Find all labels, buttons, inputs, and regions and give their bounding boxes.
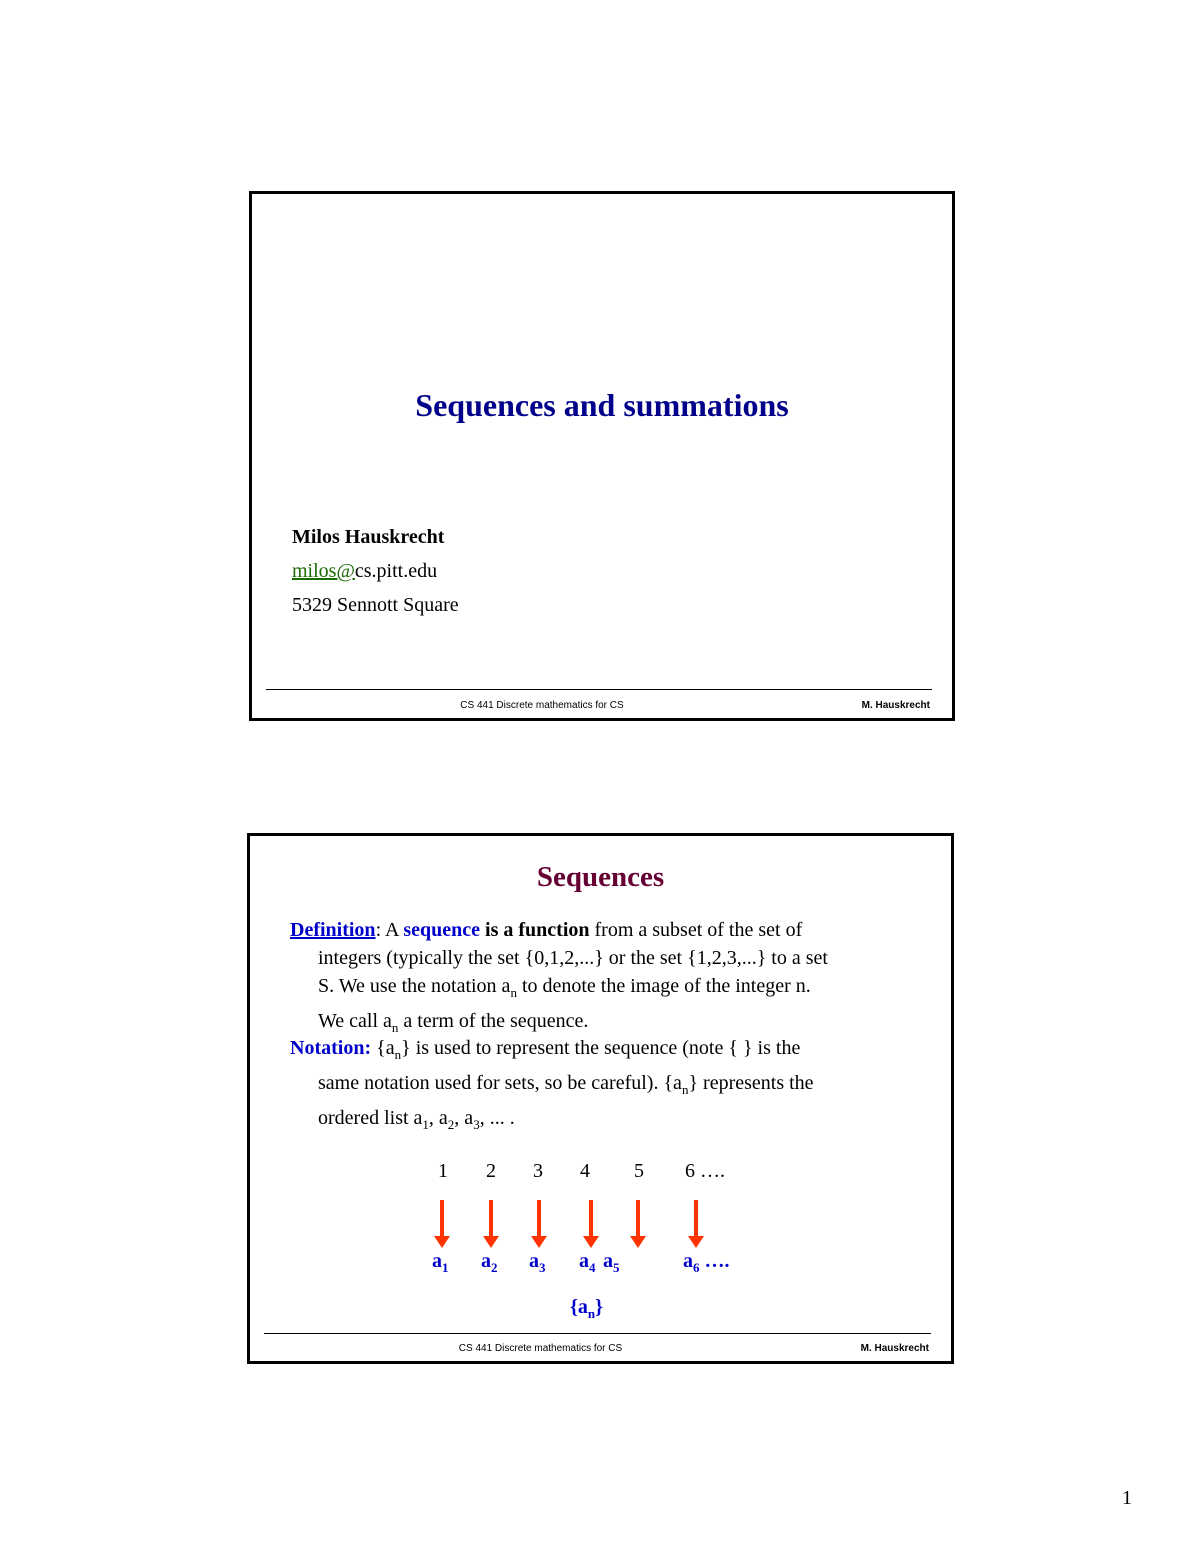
email-domain: cs.pitt.edu	[354, 560, 438, 582]
author-email[interactable]	[292, 554, 459, 588]
author-block	[292, 520, 459, 622]
def-line3-sub: n	[510, 985, 517, 1000]
term-a4	[579, 1250, 596, 1276]
arrow-down-icon	[694, 1200, 698, 1238]
index-4: 4	[580, 1160, 590, 1182]
index-1: 1	[438, 1160, 448, 1182]
footer-course: CS 441 Discrete mathematics for CS	[460, 700, 624, 711]
index-2: 2	[486, 1160, 496, 1182]
set-open: {a	[570, 1296, 588, 1318]
not-line3-a: ordered list a	[318, 1107, 423, 1129]
term-sub: 3	[539, 1260, 546, 1275]
index-6: 6 ….	[685, 1160, 725, 1182]
page-number: 1	[1122, 1487, 1132, 1509]
footer-course: CS 441 Discrete mathematics for CS	[458, 1343, 623, 1354]
footer-divider	[264, 1333, 931, 1334]
sequence-set-label	[570, 1296, 603, 1322]
not-line1-sub: n	[394, 1047, 402, 1062]
def-line1-rest: from a subset of the set of	[589, 919, 803, 941]
is-a-function: is a function	[480, 919, 590, 941]
not-line2-a: same notation used for sets, so be careful). {a	[318, 1072, 682, 1094]
term-sub: 2	[491, 1260, 498, 1275]
arrow-down-icon	[636, 1200, 640, 1238]
term-tail: ….	[699, 1250, 730, 1272]
set-sub: n	[587, 1306, 596, 1321]
not-sub3: 3	[473, 1117, 480, 1132]
sequence-term: sequence	[403, 919, 481, 941]
not-sep2: , a	[454, 1107, 474, 1129]
term-base: a	[529, 1250, 539, 1272]
author-office: 5329 Sennott Square	[292, 594, 459, 616]
not-line1-b: } is used to represent the sequence (note { } is the	[401, 1037, 801, 1059]
slide-sequences	[247, 833, 954, 1364]
def-line3-a: S. We use the notation a	[318, 975, 511, 997]
footer-author: M. Hauskrecht	[861, 700, 930, 711]
term-sub: 4	[589, 1260, 596, 1275]
footer-author: M. Hauskrecht	[860, 1343, 929, 1354]
term-sub: 6	[693, 1260, 700, 1275]
not-sep1: , a	[428, 1107, 448, 1129]
definition-label: Definition	[290, 919, 376, 941]
email-user[interactable]: milos@	[292, 560, 355, 582]
term-a3	[529, 1250, 546, 1276]
not-line2-b: } represents the	[688, 1072, 814, 1094]
term-a2	[481, 1250, 498, 1276]
arrow-down-icon	[589, 1200, 593, 1238]
not-sub1: 1	[422, 1117, 429, 1132]
arrow-down-icon	[537, 1200, 541, 1238]
index-3: 3	[533, 1160, 543, 1182]
footer-divider	[266, 689, 932, 690]
arrow-down-icon	[489, 1200, 493, 1238]
term-a5	[603, 1250, 620, 1276]
def-line2: integers (typically the set {0,1,2,...} or the set {1,2,3,...} to a set	[318, 947, 828, 969]
def-line4-b: a term of the sequence.	[398, 1010, 589, 1032]
author-name: Milos Hauskrecht	[292, 526, 445, 548]
term-base: a	[603, 1250, 613, 1272]
sequence-mapping-diagram	[250, 836, 957, 1367]
term-base: a	[481, 1250, 491, 1272]
definition-colon: : A	[375, 919, 404, 941]
term-sub: 1	[442, 1260, 449, 1275]
arrow-down-icon	[440, 1200, 444, 1238]
slide-title	[249, 191, 955, 721]
term-a1	[432, 1250, 449, 1276]
term-sub: 5	[613, 1260, 620, 1275]
not-sub2: 2	[447, 1117, 455, 1132]
def-line3-b: to denote the image of the integer n.	[516, 975, 811, 997]
set-close: }	[595, 1296, 604, 1318]
not-line3-end: , ... .	[479, 1107, 515, 1129]
index-5: 5	[634, 1160, 644, 1182]
term-base: a	[683, 1250, 693, 1272]
not-line2-sub: n	[681, 1082, 689, 1097]
def-line4-sub: n	[391, 1020, 399, 1035]
term-base: a	[432, 1250, 442, 1272]
slide1-title: Sequences and summations	[415, 387, 789, 423]
term-base: a	[579, 1250, 589, 1272]
not-line1-a: {a	[371, 1037, 395, 1059]
def-line4-a: We call a	[318, 1010, 392, 1032]
slide2-title: Sequences	[536, 861, 665, 893]
term-a6	[683, 1250, 730, 1276]
notation-label: Notation:	[290, 1037, 372, 1059]
